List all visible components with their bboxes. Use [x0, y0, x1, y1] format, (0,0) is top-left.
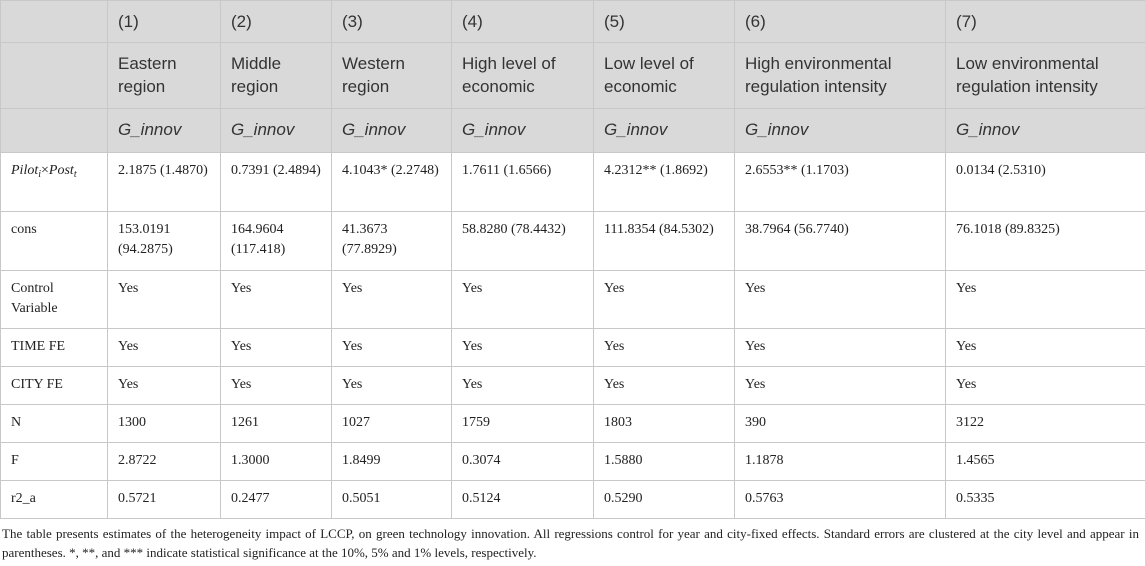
table-cell: 2.6553** (1.1703) [735, 153, 946, 212]
table-cell: 1.3000 [221, 443, 332, 481]
table-cell: 1.1878 [735, 443, 946, 481]
table-cell: Yes [735, 271, 946, 329]
table-row-f [1, 443, 1145, 481]
header-col-number: (4) [452, 1, 594, 43]
table-cell: Yes [332, 271, 452, 329]
table-cell: Yes [221, 329, 332, 367]
table-cell: Yes [594, 271, 735, 329]
header-dep-var: G_innov [594, 109, 735, 153]
header-group-label: Western region [332, 43, 452, 109]
header-group-label: Low level of economic [594, 43, 735, 109]
header-col-number: (6) [735, 1, 946, 43]
table-cell: 1.4565 [946, 443, 1145, 481]
header-dep-var: G_innov [735, 109, 946, 153]
table-row-r2-a [1, 481, 1145, 519]
table-cell: Yes [946, 271, 1145, 329]
table-cell: 0.5335 [946, 481, 1145, 519]
header-row-column-numbers [1, 1, 1145, 43]
table-cell: 0.3074 [452, 443, 594, 481]
table-cell: 41.3673 (77.8929) [332, 212, 452, 271]
header-group-label: Middle region [221, 43, 332, 109]
table-cell: Yes [594, 329, 735, 367]
table-cell: 0.5290 [594, 481, 735, 519]
table-cell: Yes [735, 329, 946, 367]
table-cell: 76.1018 (89.8325) [946, 212, 1145, 271]
table-cell: 1.8499 [332, 443, 452, 481]
row-label: CITY FE [1, 367, 108, 405]
header-row-dependent-variable [1, 109, 1145, 153]
table-cell: Yes [946, 329, 1145, 367]
header-col-number: (5) [594, 1, 735, 43]
table-cell: 1027 [332, 405, 452, 443]
header-group-label: High environmental regulation intensity [735, 43, 946, 109]
table-cell: Yes [221, 367, 332, 405]
table-cell: 4.2312** (1.8692) [594, 153, 735, 212]
pilot-term: Pilot [11, 163, 39, 178]
table-cell: 0.5721 [108, 481, 221, 519]
table-cell: 2.1875 (1.4870) [108, 153, 221, 212]
table-cell: Yes [735, 367, 946, 405]
header-col-number: (2) [221, 1, 332, 43]
table-cell: Yes [332, 367, 452, 405]
header-row-groups [1, 43, 1145, 109]
table-row-city-fe [1, 367, 1145, 405]
row-label: Control Variable [1, 271, 108, 329]
header-dep-var: G_innov [221, 109, 332, 153]
post-subscript: t [73, 169, 77, 180]
table-cell: Yes [594, 367, 735, 405]
header-corner-cell [1, 109, 108, 153]
table-cell: 2.8722 [108, 443, 221, 481]
table-cell: Yes [332, 329, 452, 367]
header-dep-var: G_innov [108, 109, 221, 153]
table-cell: Yes [946, 367, 1145, 405]
table-cell: 0.2477 [221, 481, 332, 519]
table-cell: 390 [735, 405, 946, 443]
header-group-label: Low environmental regulation intensity [946, 43, 1145, 109]
table-cell: Yes [221, 271, 332, 329]
table-cell: Yes [108, 367, 221, 405]
table-cell: 1.5880 [594, 443, 735, 481]
table-cell: 153.0191 (94.2875) [108, 212, 221, 271]
table-cell: 38.7964 (56.7740) [735, 212, 946, 271]
table-cell: Yes [452, 271, 594, 329]
table-cell: Yes [108, 271, 221, 329]
table-cell: 3122 [946, 405, 1145, 443]
table-cell: 1261 [221, 405, 332, 443]
table-cell: 0.7391 (2.4894) [221, 153, 332, 212]
table-footnote: The table presents estimates of the heterogeneity impact of LCCP, on green technology innovation. All regressions control for year and city-fixed effects. Standard errors are clustered at the city level and appear in parentheses. *, **, and *** indicate statistical significance at the 10%, 5% and 1% levels, respectively. [2, 526, 1139, 560]
table-cell: 0.5124 [452, 481, 594, 519]
table-cell: Yes [452, 367, 594, 405]
header-corner-cell [1, 43, 108, 109]
table-cell: 1803 [594, 405, 735, 443]
table-row-pilot-post [1, 153, 1145, 212]
table-row-time-fe [1, 329, 1145, 367]
table-cell: 164.9604 (117.418) [221, 212, 332, 271]
table-cell: 0.0134 (2.5310) [946, 153, 1145, 212]
header-dep-var: G_innov [946, 109, 1145, 153]
table-cell: 0.5763 [735, 481, 946, 519]
post-term: Post [48, 163, 74, 178]
pilot-subscript: i [38, 169, 42, 180]
table-cell: 1300 [108, 405, 221, 443]
header-col-number: (1) [108, 1, 221, 43]
row-label: r2_a [1, 481, 108, 519]
header-group-label: High level of economic [452, 43, 594, 109]
header-col-number: (3) [332, 1, 452, 43]
table-row-cons [1, 212, 1145, 271]
times-sign: × [41, 163, 49, 178]
table-cell: Yes [452, 329, 594, 367]
table-cell: 1.7611 (1.6566) [452, 153, 594, 212]
header-group-label: Eastern region [108, 43, 221, 109]
row-label: cons [1, 212, 108, 271]
table-cell: 4.1043* (2.2748) [332, 153, 452, 212]
header-corner-cell [1, 1, 108, 43]
row-label: TIME FE [1, 329, 108, 367]
row-label-pilot-post [1, 153, 108, 212]
header-dep-var: G_innov [332, 109, 452, 153]
table-cell: 58.8280 (78.4432) [452, 212, 594, 271]
table-cell: 0.5051 [332, 481, 452, 519]
table-cell: 111.8354 (84.5302) [594, 212, 735, 271]
table-row-n [1, 405, 1145, 443]
table-cell: 1759 [452, 405, 594, 443]
header-col-number: (7) [946, 1, 1145, 43]
table-cell: Yes [108, 329, 221, 367]
table-row-control-variable [1, 271, 1145, 329]
header-dep-var: G_innov [452, 109, 594, 153]
row-label: N [1, 405, 108, 443]
row-label: F [1, 443, 108, 481]
